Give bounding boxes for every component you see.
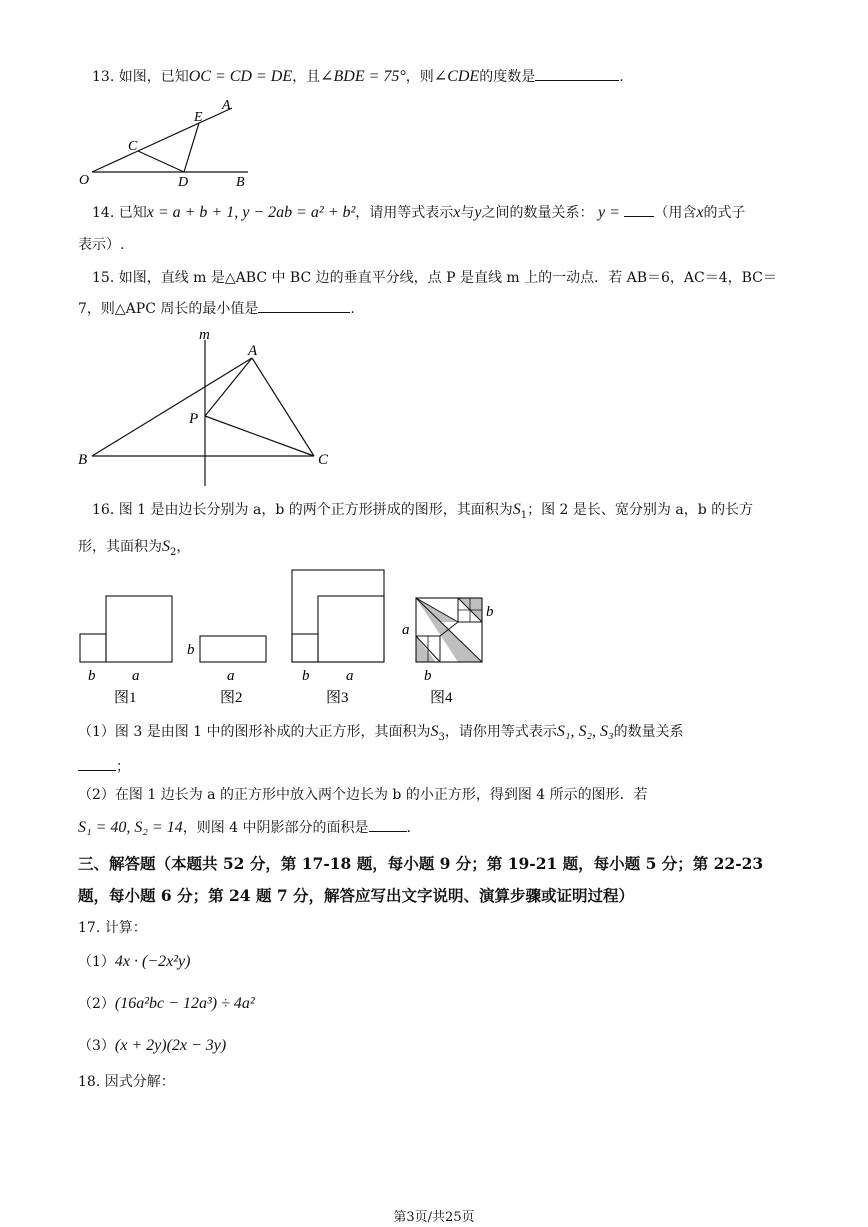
q15-segment-pc xyxy=(205,416,314,456)
q15-segment-ac xyxy=(252,358,314,456)
q15-figure xyxy=(74,322,344,492)
fig1-label-a: a xyxy=(132,668,140,684)
q14-text: 14. 已知x = a + b + 1, y − 2ab = a² + b²，请用等式表示x与y之间的数量关系： y = （用含x的式子 xyxy=(92,204,746,221)
section3-heading-line2: 题，每小题 6 分；第 24 题 7 分，解答应写出文字说明、演算步骤或证明过程） xyxy=(78,886,635,905)
q15-label-b: B xyxy=(78,452,88,468)
fig2-label-b: b xyxy=(187,642,195,658)
fig4-label-b-bottom: b xyxy=(424,668,432,684)
fig3-small-square xyxy=(292,634,318,662)
q15-segment-ab xyxy=(92,358,252,456)
q15-segment-pa xyxy=(205,358,252,416)
q16-part1-answer-blank[interactable] xyxy=(78,756,116,771)
q16-part2-text-line2: S₁ = 40, S₂ = 14，则图 4 中阴影部分的面积是 . xyxy=(78,819,411,836)
q13-label-d: D xyxy=(178,175,189,190)
section3-heading-line1: 三、解答题（本题共 52 分，第 17-18 题，每小题 9 分；第 19-21 题，每小题 5 分；第 22-23 xyxy=(78,854,764,873)
q13-answer-blank[interactable] xyxy=(535,66,619,81)
q15-label-p: P xyxy=(189,411,199,427)
fig2-caption: 图2 xyxy=(220,690,243,706)
q14-text-line2: 表示）. xyxy=(78,237,125,253)
q13-label-o: O xyxy=(79,173,90,188)
q15-label-m: m xyxy=(199,327,210,343)
fig4-label-a: a xyxy=(402,622,410,638)
q16-part2-text: （2）在图 1 边长为 a 的正方形中放入两个边长为 b 的小正方形，得到图 4 所示的图形．若 xyxy=(78,787,648,803)
q16-part2-answer-blank[interactable] xyxy=(369,817,407,832)
fig3-label-a: a xyxy=(346,668,354,684)
q13-label-c: C xyxy=(128,139,138,154)
q15-text-line1: 15. 如图，直线 m 是△ABC 中 BC 边的垂直平分线，点 P 是直线 m 上的一动点．若 AB＝6，AC＝4，BC＝ xyxy=(92,270,777,286)
q16-part1-text: （1）图 3 是由图 1 中的图形补成的大正方形，其面积为$S_3$，请你用等式表示S₁, S₂, S₃的数量关系 xyxy=(78,723,684,743)
q17-part1: （1）4x · (−2x²y) xyxy=(78,953,191,970)
q17-part2: （2）(16a²bc − 12a³) ÷ 4a² xyxy=(78,995,255,1012)
q13-label-a: A xyxy=(222,98,231,113)
q15-answer-blank[interactable] xyxy=(258,298,350,313)
q16-text-line2: 形，其面积为$S_2$， xyxy=(78,538,191,558)
q13-label-b: B xyxy=(236,175,245,190)
q13-label-e: E xyxy=(194,110,203,125)
fig3-large-square xyxy=(318,596,384,662)
q13-segment-de xyxy=(184,123,199,172)
fig3-label-b: b xyxy=(302,668,310,684)
q18-title: 18. 因式分解： xyxy=(78,1074,175,1090)
fig1-caption: 图1 xyxy=(114,690,137,706)
q15-label-c: C xyxy=(318,452,329,468)
fig3-caption: 图3 xyxy=(326,690,349,706)
q16-figure-4 xyxy=(402,598,494,706)
q16-figure-1 xyxy=(80,596,172,706)
q14-answer-blank[interactable] xyxy=(624,202,654,217)
q16-text-line1: 16. 图 1 是由边长分别为 a，b 的两个正方形拼成的图形，其面积为$S_1$；图 2 是长、宽分别为 a，b 的长方 xyxy=(92,501,754,521)
fig1-label-b: b xyxy=(88,668,96,684)
fig1-large-square xyxy=(106,596,172,662)
q15-label-a: A xyxy=(248,343,258,359)
q13-segment-cd xyxy=(138,151,184,172)
fig4-caption: 图4 xyxy=(430,690,453,706)
q13-text: 13. 如图，已知OC = CD = DE，且∠BDE = 75°，则∠CDE的度数是 . xyxy=(92,68,624,85)
q16-figures xyxy=(70,564,510,710)
q16-figure-3 xyxy=(292,570,384,706)
fig2-label-a: a xyxy=(227,668,235,684)
fig3-big-square xyxy=(292,570,384,662)
q16-part1-answer: ； xyxy=(78,756,130,777)
fig2-rectangle xyxy=(200,636,266,662)
q17-part3: （3）(x + 2y)(2x − 3y) xyxy=(78,1037,227,1054)
fig4-label-b-right: b xyxy=(486,604,494,620)
q13-figure xyxy=(76,94,256,190)
fig1-small-square xyxy=(80,634,106,662)
q17-title: 17. 计算： xyxy=(78,920,147,936)
q16-figure-2 xyxy=(187,636,266,706)
q15-text-line2: 7，则△APC 周长的最小值是 . xyxy=(78,298,355,319)
page-footer: 第3页/共25页 xyxy=(393,1210,475,1225)
